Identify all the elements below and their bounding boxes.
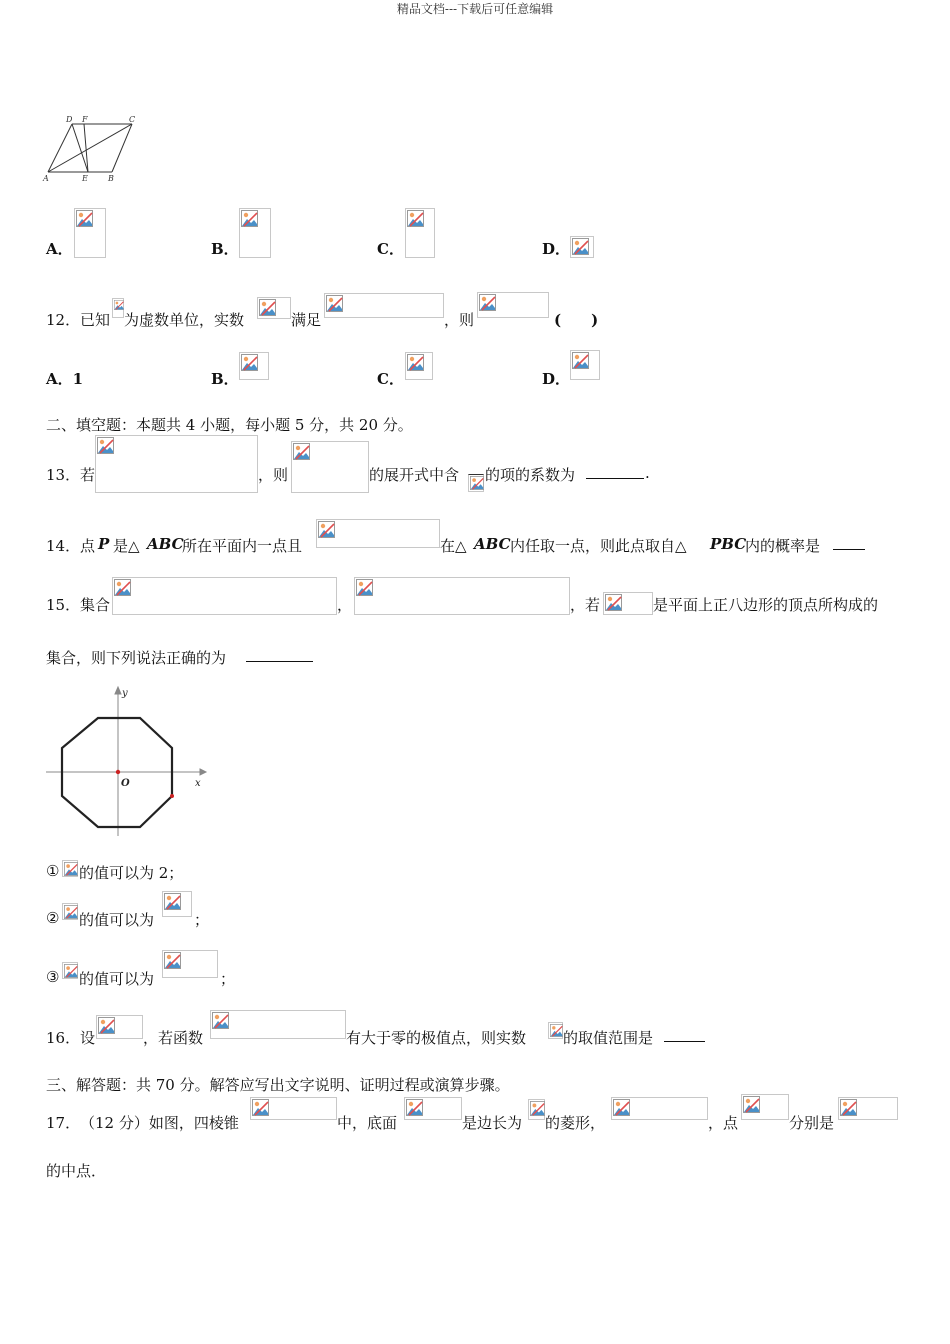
broken-image-icon: [212, 1012, 229, 1029]
broken-image-icon: [252, 1099, 269, 1116]
q17-text: 的菱形，: [545, 1114, 606, 1132]
broken-image-icon: [241, 354, 258, 371]
formula-image: [354, 577, 570, 615]
formula-image: [477, 292, 549, 318]
q14-number: 14．: [46, 537, 81, 555]
broken-image-icon: [406, 1099, 423, 1116]
q14-text: 内的概率是: [745, 537, 821, 555]
q15-text: 集合，则下列说法正确的为: [46, 649, 227, 667]
statement-3-end: ；: [220, 970, 236, 988]
broken-image-icon: [97, 437, 114, 454]
broken-image-icon: [64, 964, 78, 978]
q17-text: 是边长为: [462, 1114, 523, 1132]
q12-text: 已知: [80, 311, 111, 329]
q12-answer-paren: ( ): [554, 311, 599, 329]
q15-answer-blank: [246, 647, 313, 666]
broken-image-icon: [293, 443, 310, 460]
label-f: F: [82, 115, 88, 124]
formula-image: [405, 208, 435, 258]
q14-triangle-abc: ABC: [474, 535, 511, 553]
formula-image: [741, 1094, 789, 1120]
q16-answer-blank: [664, 1027, 705, 1046]
q14-point-p: P: [98, 535, 110, 553]
broken-image-icon: [572, 238, 589, 255]
broken-image-icon: [76, 210, 93, 227]
q12-option-d-label: D．: [542, 370, 571, 388]
label-a: A: [43, 174, 49, 183]
q11-option-d-label: D．: [542, 240, 571, 258]
broken-image-icon: [613, 1099, 630, 1116]
formula-image: [62, 860, 78, 877]
q14-text: 是△: [113, 537, 140, 555]
q12-option-c-label: C．: [377, 370, 404, 388]
broken-image-icon: [259, 299, 276, 316]
q17-text: 中，底面: [337, 1114, 398, 1132]
axis-x-label: x: [195, 778, 201, 789]
formula-image: [528, 1099, 545, 1120]
q14-triangle-pbc: PBC: [710, 535, 747, 553]
q16-text: 的取值范围是: [563, 1029, 654, 1047]
statement-1-marker: ①: [46, 862, 60, 880]
q17-text: 分别是: [789, 1114, 835, 1132]
broken-image-icon: [743, 1096, 760, 1113]
statement-3-text: 的值可以为: [79, 970, 155, 988]
formula-image: [96, 1015, 143, 1039]
q13-number: 13．: [46, 466, 81, 484]
formula-image: [74, 208, 106, 258]
formula-image: [239, 208, 271, 258]
broken-image-icon: [530, 1101, 545, 1116]
formula-image: [112, 298, 124, 318]
broken-image-icon: [64, 862, 78, 876]
formula-image: [162, 891, 192, 917]
formula-image: [62, 962, 78, 979]
q11-option-a-label: A．: [46, 240, 73, 258]
label-b: B: [108, 174, 114, 183]
formula-image: [324, 293, 444, 318]
vertex-point: [170, 794, 174, 798]
q16-text: ，若函数: [143, 1029, 204, 1047]
q12-text: ，则: [444, 311, 475, 329]
formula-image: [611, 1097, 708, 1120]
formula-image: [250, 1097, 337, 1120]
formula-image: [548, 1022, 563, 1039]
q17-text: ，点: [708, 1114, 739, 1132]
q12-option-b-label: B．: [211, 370, 239, 388]
q15-text: ，: [337, 596, 353, 614]
broken-image-icon: [241, 210, 258, 227]
q14-triangle-abc: ABC: [147, 535, 184, 553]
axis-y-label: y: [122, 688, 128, 699]
q12-number: 12．: [46, 311, 81, 329]
origin-label: O: [121, 778, 130, 789]
label-c: C: [129, 115, 136, 124]
broken-image-icon: [605, 594, 622, 611]
q14-text: 在△: [440, 537, 467, 555]
broken-image-icon: [840, 1099, 857, 1116]
q17-number: 17．: [46, 1114, 81, 1132]
q16-text: 有大于零的极值点，则实数: [346, 1029, 527, 1047]
formula-image: [404, 1097, 462, 1120]
q17-text: 的中点．: [46, 1162, 107, 1180]
q12-option-a: A．1: [46, 370, 84, 388]
formula-image: [257, 297, 291, 319]
q12-text: 满足: [291, 311, 322, 329]
page-header: 精品文档---下载后可任意编辑: [396, 2, 554, 16]
formula-image: [570, 236, 594, 258]
label-e: E: [82, 174, 88, 183]
statement-2-text: 的值可以为: [79, 911, 155, 929]
formula-image: [210, 1010, 346, 1039]
formula-image: [95, 435, 258, 493]
broken-image-icon: [356, 579, 373, 596]
broken-image-icon: [164, 952, 181, 969]
q13-text: 若: [80, 466, 96, 484]
parallelogram-figure: [40, 112, 145, 184]
q14-answer-blank: [833, 535, 865, 554]
q14-text: 所在平面内一点且: [182, 537, 303, 555]
q15-text: 是平面上正八边形的顶点所构成的: [653, 596, 879, 614]
formula-image: [112, 577, 337, 615]
broken-image-icon: [114, 579, 131, 596]
broken-image-icon: [550, 1024, 563, 1037]
q13-text: ，则: [258, 466, 289, 484]
q14-text: 内任取一点，则此点取自△: [510, 537, 687, 555]
q12-text: 为虚数单位，实数: [124, 311, 245, 329]
broken-image-icon: [572, 352, 589, 369]
broken-image-icon: [98, 1017, 115, 1034]
q13-text: 的展开式中含: [369, 466, 460, 484]
broken-image-icon: [407, 210, 424, 227]
broken-image-icon: [164, 893, 181, 910]
broken-image-icon: [318, 521, 335, 538]
broken-image-icon: [479, 294, 496, 311]
q15-number: 15．: [46, 596, 81, 614]
statement-2-marker: ②: [46, 909, 60, 927]
q16-number: 16．: [46, 1029, 81, 1047]
q14-text: 点: [80, 537, 96, 555]
formula-image: [405, 352, 433, 380]
label-d: D: [66, 115, 73, 124]
formula-image: [291, 441, 369, 493]
formula-image: [316, 519, 440, 548]
q17-text: （12 分）如图，四棱锥: [80, 1114, 239, 1132]
broken-image-icon: [407, 354, 424, 371]
q13-answer-blank: [586, 464, 644, 483]
formula-image: [838, 1097, 898, 1120]
q13-text: 的项的系数为: [485, 466, 576, 484]
q11-option-c-label: C．: [377, 240, 404, 258]
section-2-heading: 二、填空题：本题共 4 小题，每小题 5 分，共 20 分。: [46, 416, 413, 434]
section-3-heading: 三、解答题：共 70 分。解答应写出文字说明、证明过程或演算步骤。: [46, 1076, 510, 1094]
q11-option-b-label: B．: [211, 240, 239, 258]
broken-image-icon: [326, 295, 343, 312]
formula-image: [468, 474, 484, 492]
formula-image: [239, 352, 269, 380]
statement-3-marker: ③: [46, 968, 60, 986]
broken-image-icon: [470, 476, 484, 490]
formula-image: [603, 592, 653, 615]
formula-image: [162, 950, 218, 978]
octagon-figure: [42, 684, 212, 838]
statement-2-end: ；: [194, 911, 210, 929]
q16-text: 设: [80, 1029, 96, 1047]
q15-text: 集合: [80, 596, 111, 614]
statement-1-text: 的值可以为 2；: [79, 864, 184, 882]
origin-point: [116, 770, 120, 774]
formula-image: [570, 350, 600, 380]
q15-text: ，若: [570, 596, 601, 614]
broken-image-icon: [64, 905, 78, 919]
formula-image: [62, 903, 78, 920]
broken-image-icon: [114, 300, 124, 310]
q13-text: .: [645, 464, 650, 482]
